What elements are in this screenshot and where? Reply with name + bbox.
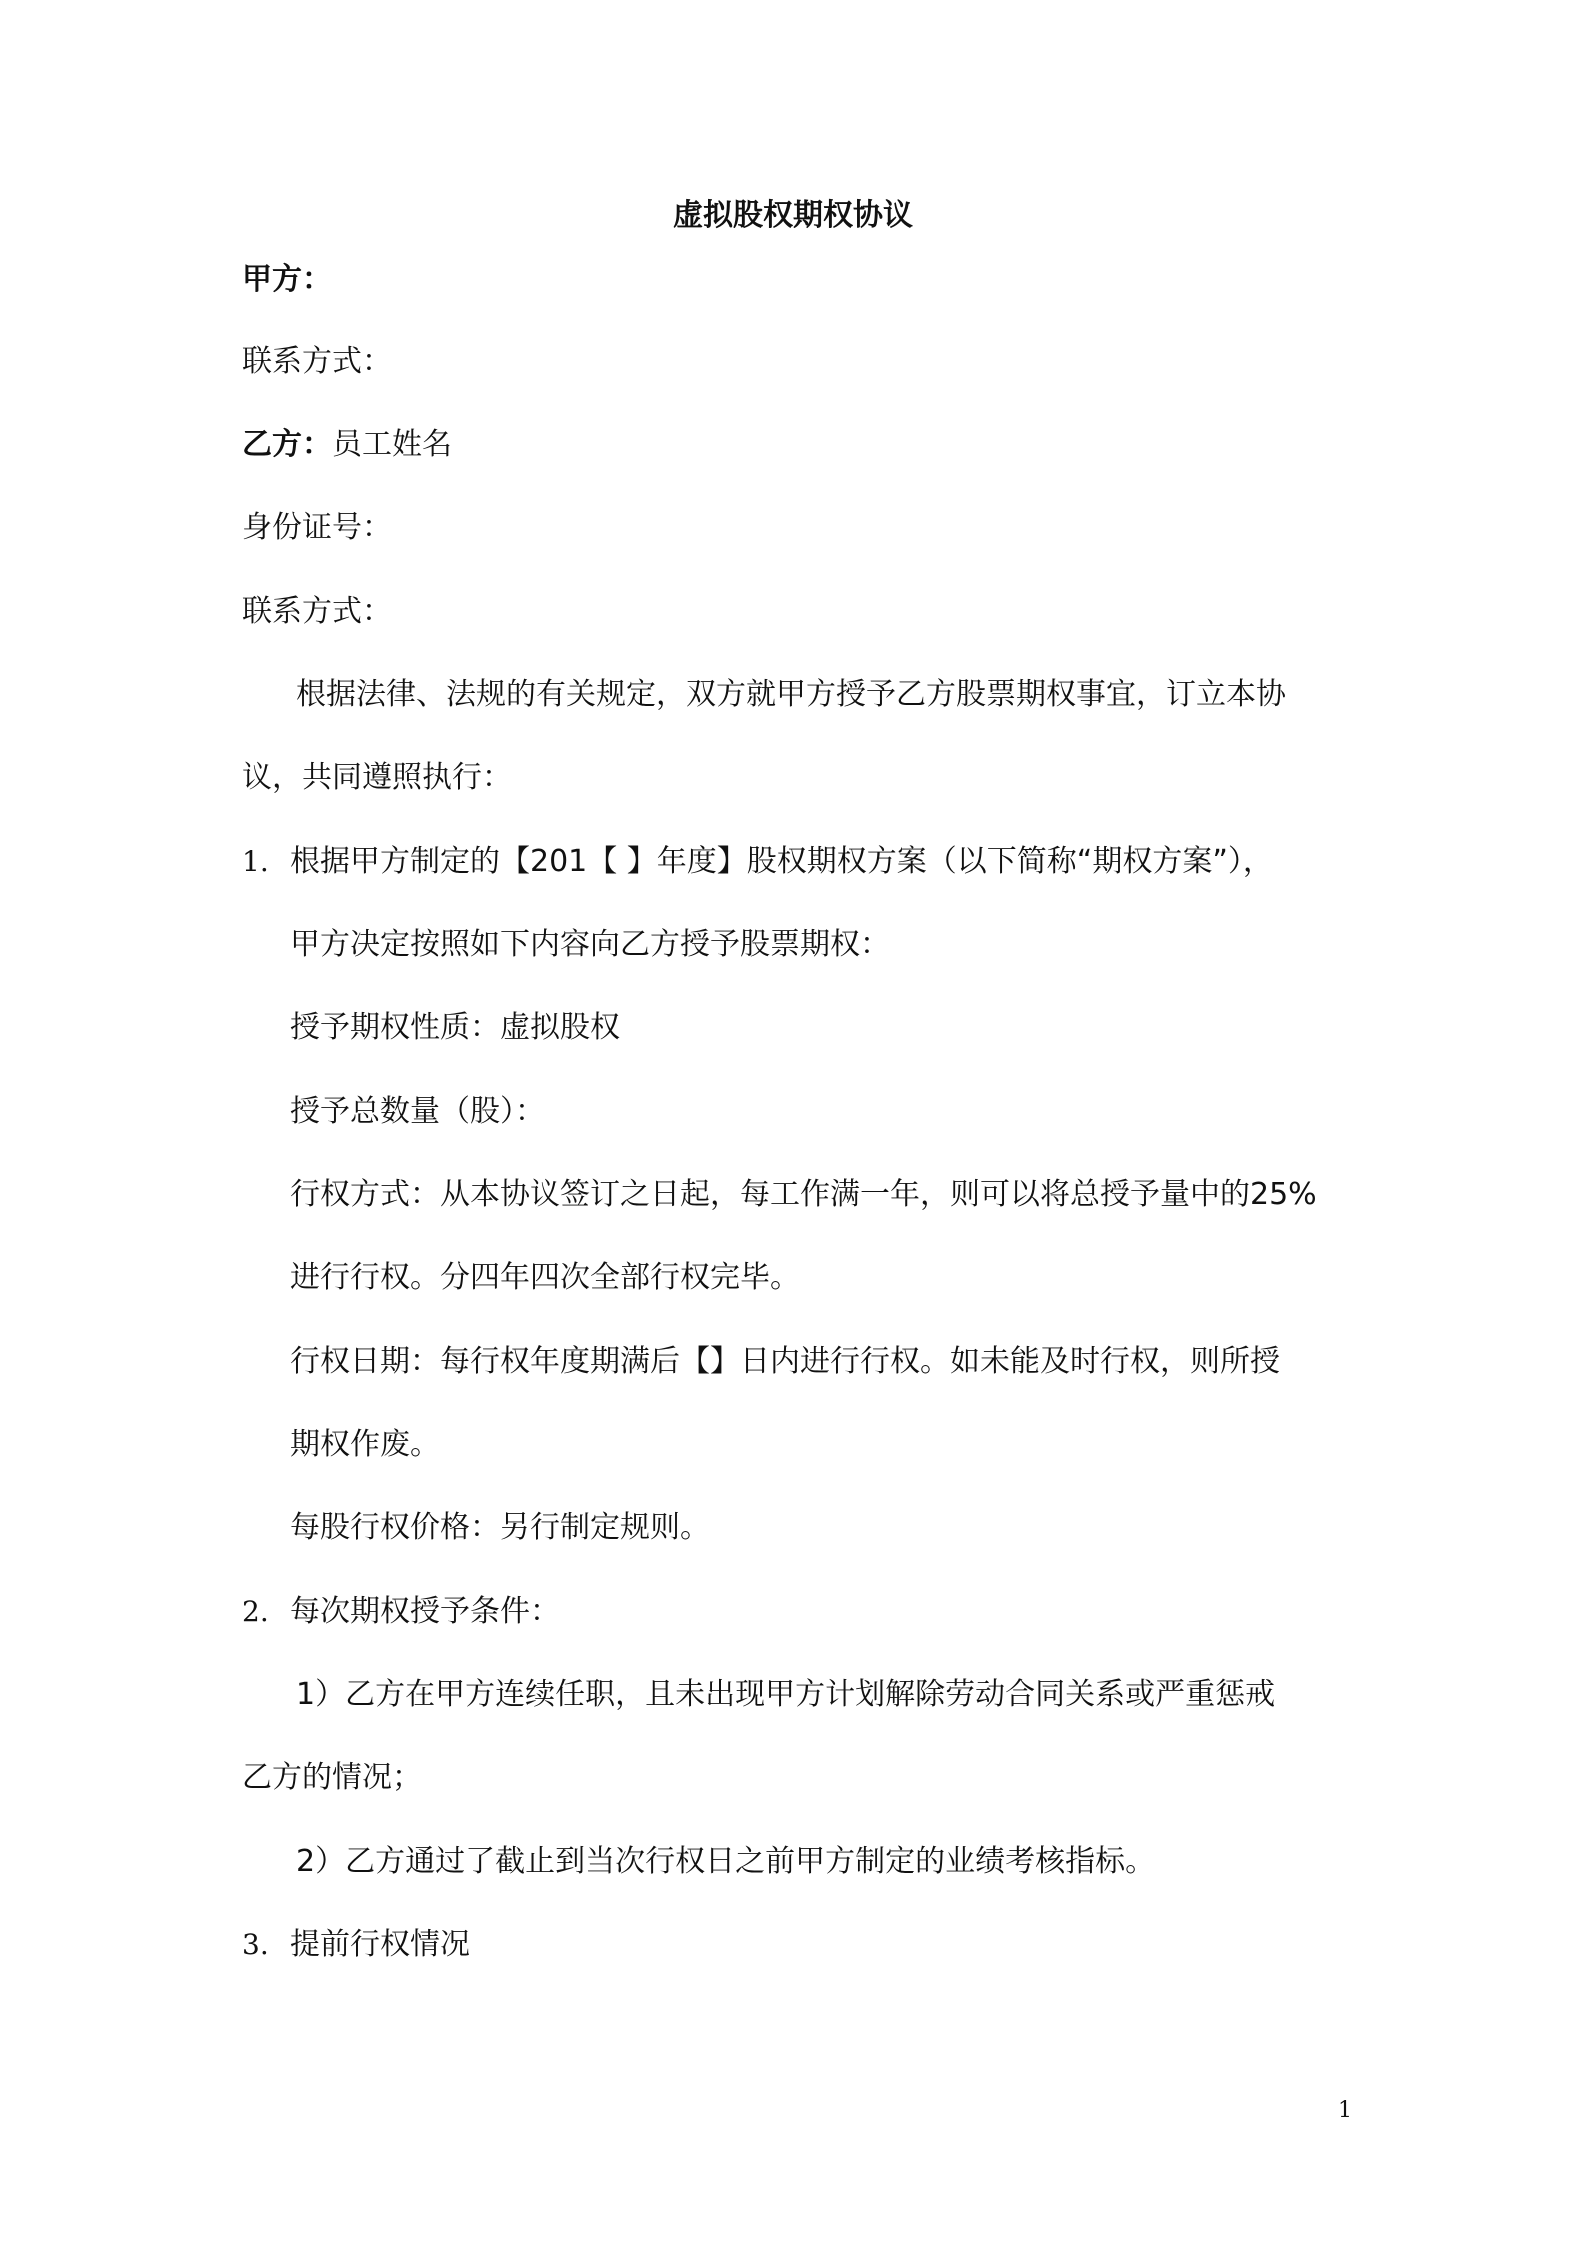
clause-1-line-9: 每股行权价格：另行制定规则。	[290, 1510, 710, 1545]
clause-1-line-1: 根据甲方制定的【201【 】年度】股权期权方案（以下简称“期权方案”），	[290, 844, 1273, 879]
party-b-name: 员工姓名	[332, 427, 452, 462]
clause-3-line-1: 提前行权情况	[290, 1927, 470, 1962]
document-title: 虚拟股权期权协议	[673, 198, 913, 233]
party-a-label: 甲方：	[242, 262, 332, 297]
clause-1-line-5: 行权方式：从本协议签订之日起，每工作满一年，则可以将总授予量中的25%	[290, 1177, 1317, 1212]
intro-paragraph-line-2: 议，共同遵照执行：	[242, 760, 512, 795]
clause-1-line-8: 期权作废。	[290, 1427, 440, 1462]
clause-1-number: 1.	[242, 845, 269, 878]
clause-1-line-4: 授予总数量（股）：	[290, 1094, 545, 1129]
clause-3-number: 3.	[242, 1928, 269, 1961]
party-a-contact: 联系方式：	[242, 344, 392, 379]
clause-1-line-2: 甲方决定按照如下内容向乙方授予股票期权：	[290, 927, 890, 962]
clause-2-line-3: 乙方的情况；	[242, 1760, 422, 1795]
page-number: 1	[1338, 2098, 1352, 2123]
party-b-id: 身份证号：	[242, 510, 392, 545]
clause-1-line-7: 行权日期：每行权年度期满后【】日内进行行权。如未能及时行权，则所授	[290, 1344, 1280, 1379]
clause-2-number: 2.	[242, 1595, 269, 1628]
intro-paragraph-line-1: 根据法律、法规的有关规定，双方就甲方授予乙方股票期权事宜，订立本协	[296, 677, 1286, 712]
party-b-label: 乙方：	[242, 427, 332, 462]
clause-2-line-1: 每次期权授予条件：	[290, 1594, 560, 1629]
clause-2-line-4: 2）乙方通过了截止到当次行权日之前甲方制定的业绩考核指标。	[296, 1844, 1156, 1879]
party-b-contact: 联系方式：	[242, 594, 392, 629]
clause-2-line-2: 1）乙方在甲方连续任职，且未出现甲方计划解除劳动合同关系或严重惩戒	[296, 1677, 1276, 1712]
party-b-line	[242, 425, 452, 465]
clause-1-line-6: 进行行权。分四年四次全部行权完毕。	[290, 1260, 800, 1295]
clause-1-line-3: 授予期权性质：虚拟股权	[290, 1010, 620, 1045]
